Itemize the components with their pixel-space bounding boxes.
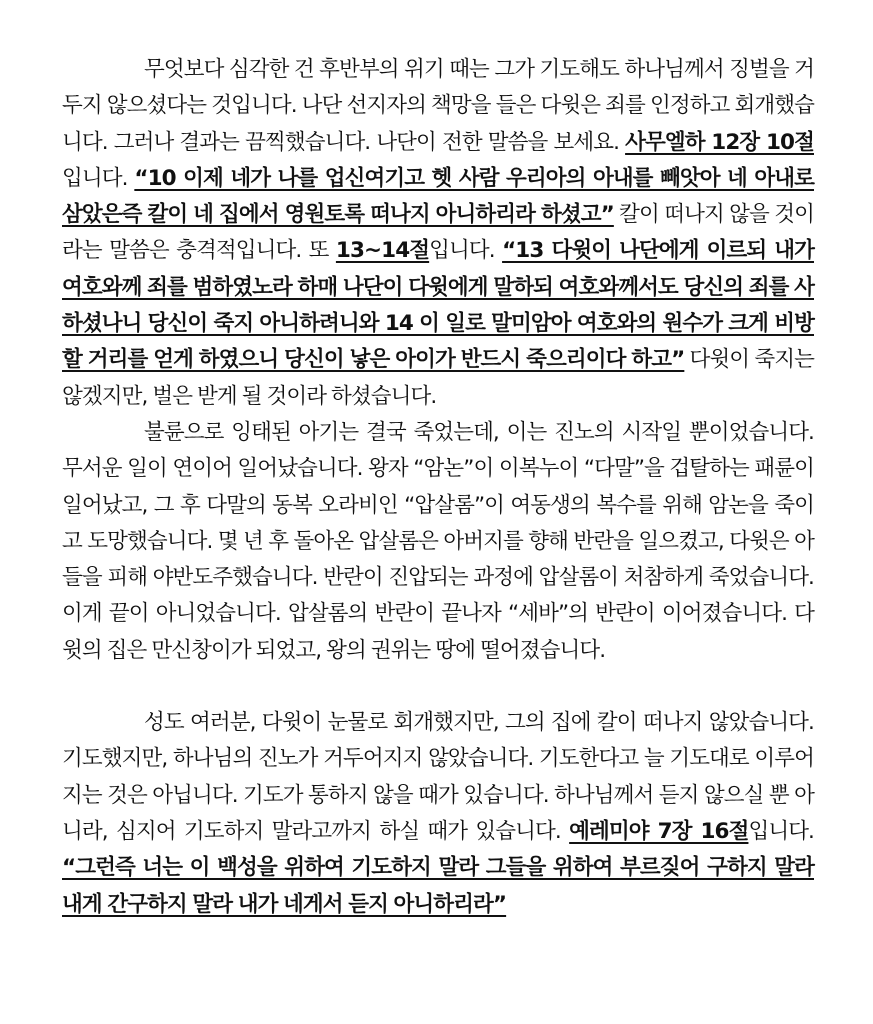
scripture-reference: 사무엘하 12장 10절 [625,129,814,155]
body-text: 입니다. [62,165,135,191]
body-text: 무엇보다 심각한 건 후반부의 위기 때는 그가 기도해도 하나님께서 징벌을 거두지 않으셨다는 것입니다. 나단 선지자의 책망을 들은 다윗은 죄를 인정하고 회개했습니다. 그러나 결과는 끔찍했습니다. 나단이 전한 말씀을 보세요. [62,57,814,155]
paragraph-spacer [62,669,814,705]
paragraph [62,705,814,923]
body-text: 불륜으로 잉태된 아기는 결국 죽었는데, 이는 진노의 시작일 뿐이었습니다. 무서운 일이 연이어 일어났습니다. 왕자 “암논”이 이복누이 “다말”을 겁탈하는 패륜이 일어났고, 그 후 다말의 동복 오라비인 “압살롬”이 여동생의 복수를 위해 암논을 죽이고 도망했습니다. 몇 년 후 돌아온 압살롬은 아버지를 향해 반란을 일으켰고, 다윗은 아들을 피해 야반도주했습니다. 반란이 진압되는 과정에 압살롬이 처참하게 죽었습니다. 이게 끝이 아니었습니다. 압살롬의 반란이 끝나자 “세바”의 반란이 이어졌습니다. 다윗의 집은 만신창이가 되었고, 왕의 권위는 땅에 떨어졌습니다. [62,419,814,663]
body-text: 칼이 떠나지 않을 것이라는 말씀은 충격적입니다. 또 [62,202,814,264]
scripture-quote: “13 다윗이 나단에게 이르되 내가 여호와께 죄를 범하였노라 하매 나단이 다윗에게 말하되 여호와께서도 당신의 죄를 사하셨나니 당신이 죽지 아니하려니와 14 이 일로 말미암아 여호와의 원수가 크게 비방할 거리를 얻게 하였으니 당신이 낳은 아이가 반드시 죽으리이다 하고” [62,238,814,373]
body-text: 성도 여러분, 다윗이 눈물로 회개했지만, 그의 집에 칼이 떠나지 않았습니다. 기도했지만, 하나님의 진노가 거두어지지 않았습니다. 기도한다고 늘 기도대로 이루어지는 것은 아닙니다. 기도가 통하지 않을 때가 있습니다. 하나님께서 듣지 않으실 뿐 아니라, 심지어 기도하지 말라고까지 하실 때가 있습니다. [62,710,814,844]
document-page [62,52,814,923]
scripture-quote: “10 이제 네가 나를 업신여기고 헷 사람 우리아의 아내를 빼앗아 네 아내로 삼았은즉 칼이 네 집에서 영원토록 떠나지 아니하리라 하셨고” [62,165,814,228]
paragraph [62,52,814,415]
body-text: 입니다. [748,818,814,844]
scripture-reference: 13~14절 [335,238,430,264]
scripture-reference: 예레미야 7장 16절 [569,818,749,844]
body-text: 입니다. [429,238,503,264]
paragraph [62,415,814,669]
body-text: 다윗이 죽지는 않겠지만, 벌은 받게 될 것이라 하셨습니다. [62,347,814,409]
scripture-quote: “그런즉 너는 이 백성을 위하여 기도하지 말라 그들을 위하여 부르짖어 구하지 말라 내게 간구하지 말라 내가 네게서 듣지 아니하리라” [62,855,814,917]
